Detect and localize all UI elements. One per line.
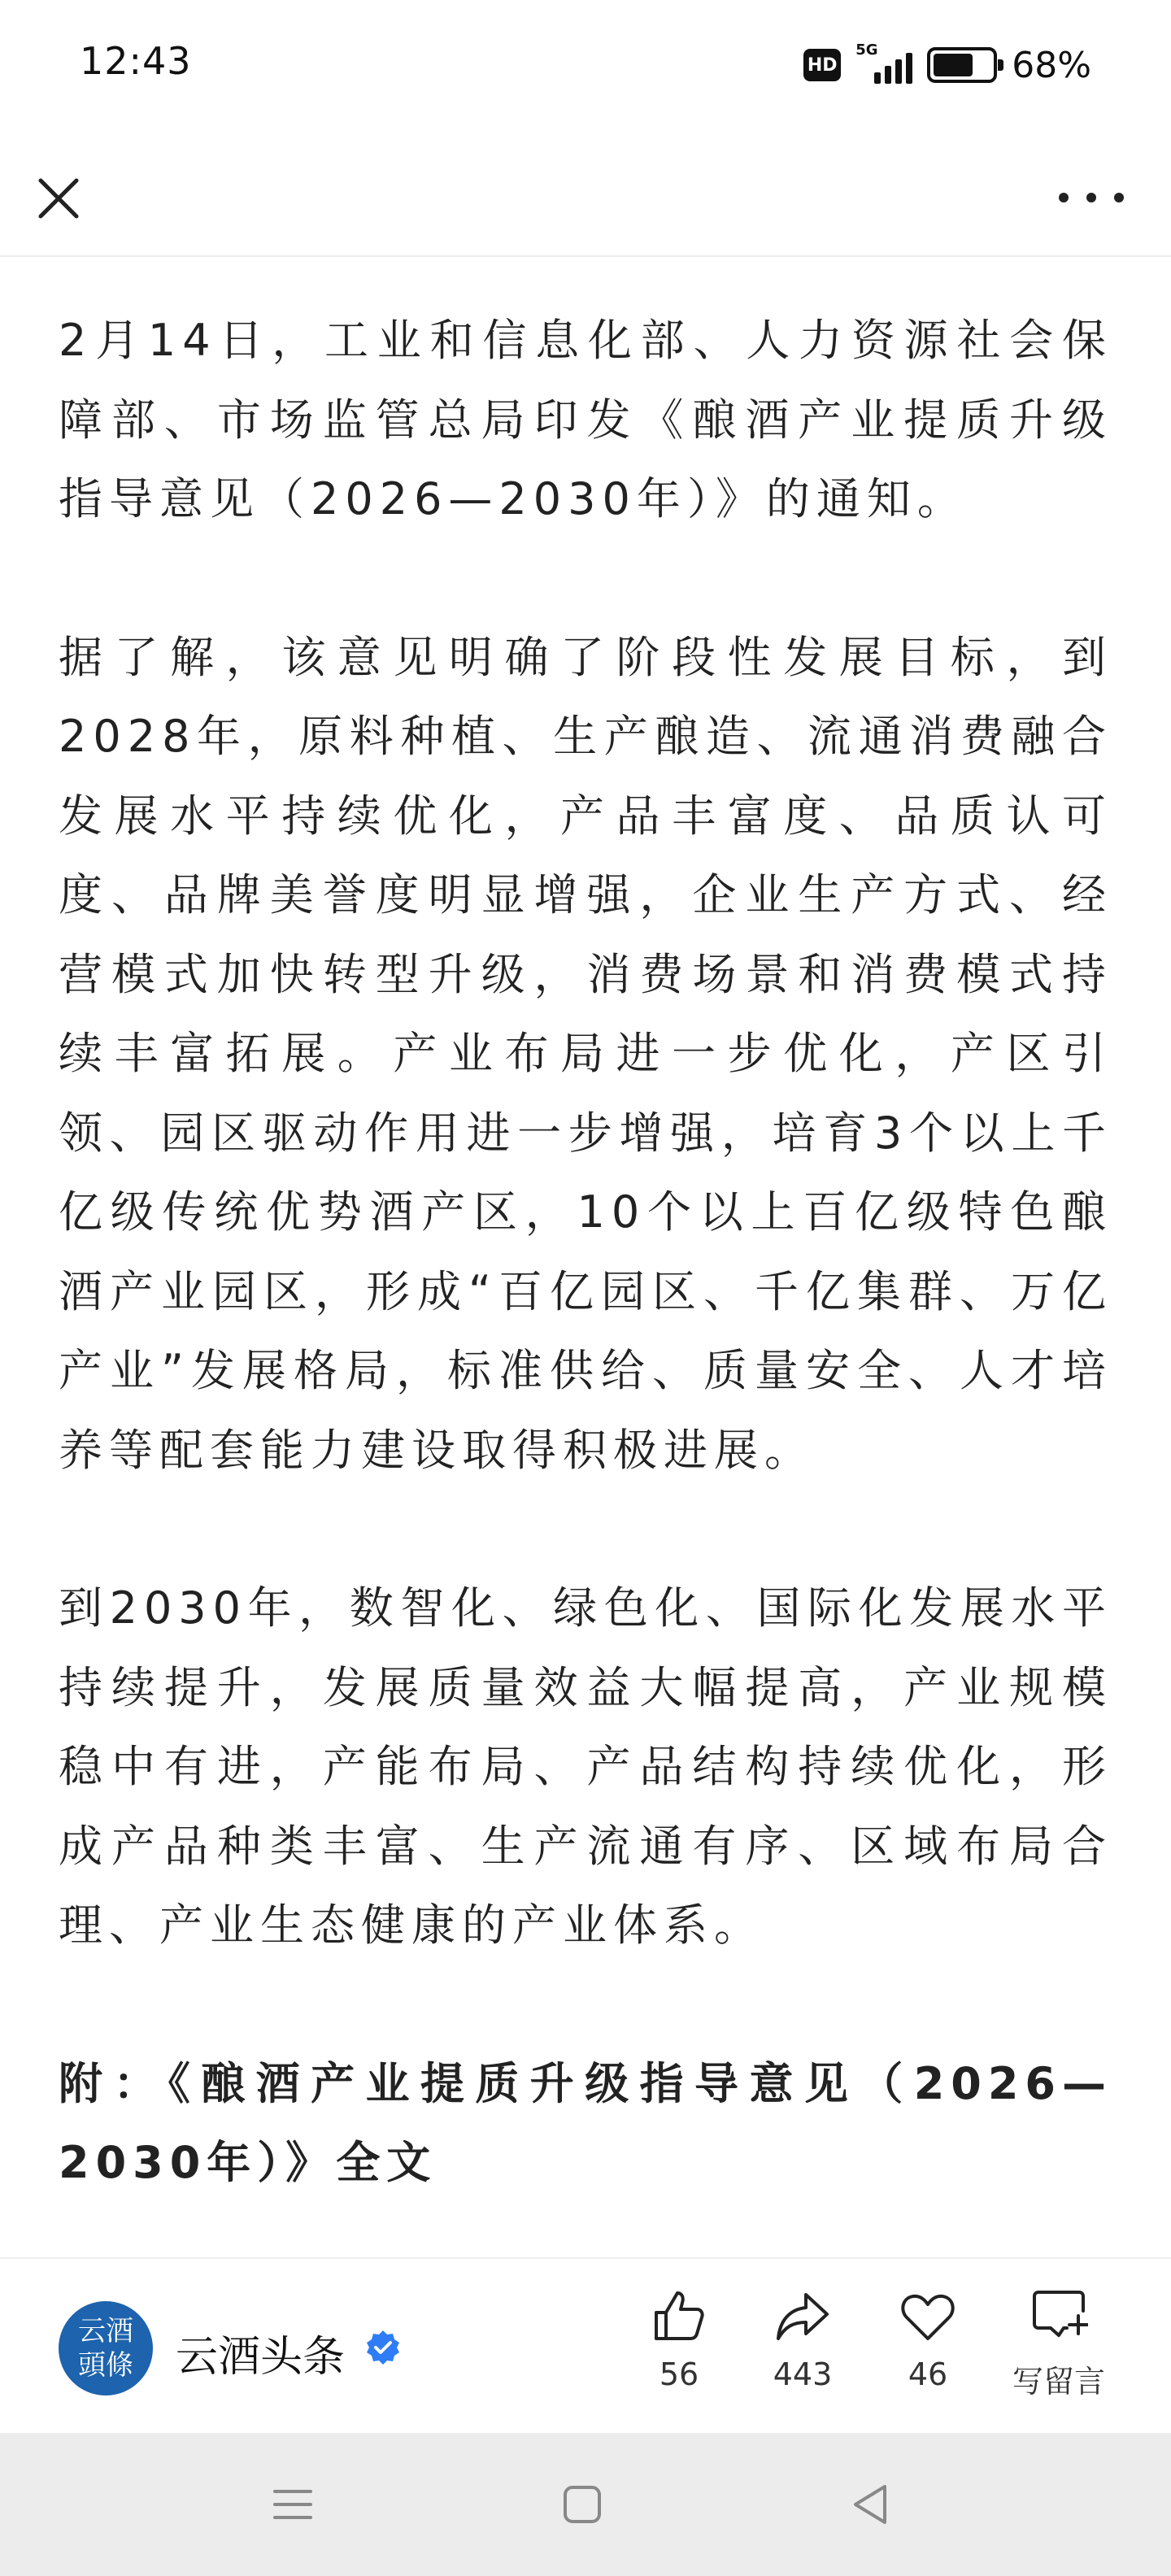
article-paragraph: 到2030年，数智化、绿色化、国际化发展水平持续提升，发展质量效益大幅提高，产业规模稳中有进，产能布局、产品结构持续优化，形成产品种类丰富、生产流通有序、区域布局合理、产业生态健康的产业体系。 <box>59 1582 1112 1951</box>
avatar-text-bottom: 頭條 <box>78 2349 133 2382</box>
article-body <box>59 301 1112 2203</box>
close-button[interactable] <box>33 172 85 224</box>
nav-home-button[interactable] <box>558 2480 607 2529</box>
comment-add-icon <box>1030 2287 1088 2345</box>
status-bar <box>0 0 1171 130</box>
author-name[interactable]: 云酒头条 <box>176 2333 346 2382</box>
favorite-count: 46 <box>908 2356 948 2392</box>
article-attachment-title[interactable]: 附：《酿酒产业提质升级指导意见（2026—2030年）》全文 <box>59 2057 1112 2188</box>
thumbs-up-icon <box>650 2287 708 2345</box>
favorite-button[interactable] <box>867 2287 989 2392</box>
more-horizontal-icon <box>1059 193 1069 202</box>
like-count: 56 <box>659 2356 699 2392</box>
status-indicators <box>803 42 1091 88</box>
title-bar <box>0 130 1171 257</box>
heart-icon <box>899 2287 957 2345</box>
battery-percent: 68% <box>1012 44 1091 86</box>
nav-menu-button[interactable] <box>268 2480 317 2529</box>
more-options-button[interactable] <box>1059 177 1124 218</box>
avatar-text-top: 云酒 <box>78 2315 133 2348</box>
network-type: 5G <box>855 41 878 59</box>
hd-icon: HD <box>803 49 841 81</box>
write-comment-button[interactable] <box>994 2287 1124 2401</box>
back-triangle-icon <box>846 2480 895 2529</box>
bottom-action-bar <box>0 2257 1171 2433</box>
close-icon <box>33 172 85 224</box>
verified-badge-icon <box>364 2329 402 2366</box>
share-arrow-icon <box>773 2287 832 2345</box>
menu-icon <box>268 2480 317 2529</box>
author-avatar[interactable] <box>59 2301 153 2395</box>
share-count: 443 <box>773 2356 833 2392</box>
status-time: 12:43 <box>80 39 192 83</box>
battery-icon <box>927 47 997 83</box>
share-button[interactable] <box>742 2287 864 2392</box>
article-paragraph: 2月14日，工业和信息化部、人力资源社会保障部、市场监管总局印发《酿酒产业提质升级指导意见（2026—2030年）》的通知。 <box>59 315 1112 524</box>
like-button[interactable] <box>618 2287 740 2392</box>
write-comment-label: 写留言 <box>1012 2364 1105 2400</box>
article-paragraph: 据了解，该意见明确了阶段性发展目标，到2028年，原料种植、生产酿造、流通消费融合发展水平持续优化，产品丰富度、品质认可度、品牌美誉度明显增强，企业生产方式、经营模式加快转型升级，消费场景和消费模式持续丰富拓展。产业布局进一步优化，产区引领、园区驱动作用进一步增强，培育3个以上千亿级传统优势酒产区，10个以上百亿级特色酿酒产业园区，形成“百亿园区、千亿集群、万亿产业”发展格局，标准供给、质量安全、人才培养等配套能力建设取得积极进展。 <box>59 631 1112 1476</box>
system-nav-bar <box>0 2433 1171 2576</box>
home-square-icon <box>558 2480 607 2529</box>
signal-icon <box>855 41 912 85</box>
nav-back-button[interactable] <box>846 2480 895 2529</box>
